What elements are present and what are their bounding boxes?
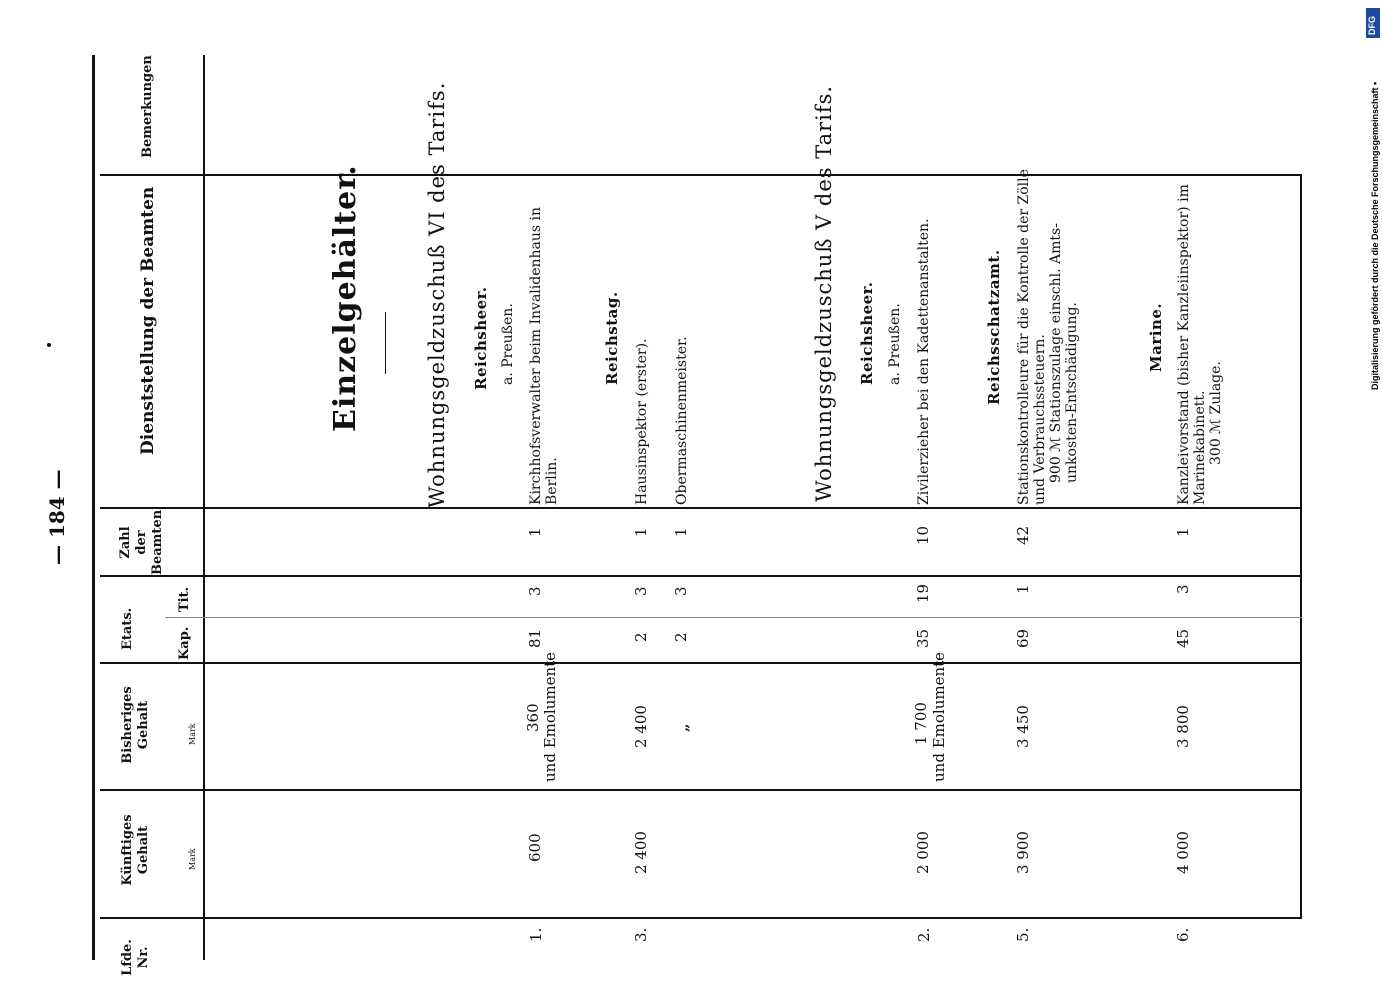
header-lfde: Lfde. Nr. <box>120 939 151 976</box>
row6-dienst: Kanzleivorstand (bisher Kanzleiinspektor) im Marinekabinett. 300 ℳ Zulage. <box>1176 184 1224 505</box>
row1-nr: 1. <box>527 927 545 942</box>
ministry-marine: Marine. <box>1147 302 1165 372</box>
row5-kuenftig: 3 900 <box>1014 831 1032 874</box>
row4-zahl: 10 <box>914 525 932 545</box>
row2-tit: 3 <box>632 586 650 596</box>
row6-tit: 3 <box>1174 584 1192 594</box>
row1-dienst: Kirchhofsverwalter beim Invalidenhaus in Berlin. <box>528 206 560 505</box>
row2-kuenftig: 2 400 <box>632 831 650 874</box>
section-v: Wohnungsgeldzuschuß V des Tarifs. <box>812 84 836 502</box>
row1-zahl: 1 <box>526 527 544 537</box>
row6-kuenftig: 4 000 <box>1174 831 1192 874</box>
row1-bisher-2: und Emolumente <box>541 651 559 782</box>
row2-dienst: Hausinspektor (erster). <box>634 338 650 505</box>
row6-nr: 6. <box>1174 927 1192 942</box>
row5-bisher: 3 450 <box>1014 705 1032 748</box>
row1-tit: 3 <box>526 586 544 596</box>
row6-kap: 45 <box>1174 628 1192 648</box>
page-number: — 184 — <box>45 469 69 565</box>
main-title: Einzelgehälter. <box>328 164 363 432</box>
rule-etats-split <box>165 617 1302 618</box>
rule-col-5 <box>100 507 1302 509</box>
row2-kap: 2 <box>632 632 650 642</box>
header-etats: Etats. <box>120 607 135 650</box>
row1-kap: 81 <box>526 628 544 648</box>
row4-nr: 2. <box>915 927 933 942</box>
header-bemerkungen: Bemerkungen <box>140 55 155 158</box>
header-bisheriges-unit: Mark <box>188 723 197 745</box>
ministry-reichstag: Reichstag. <box>603 291 621 385</box>
row1-bisher: 360 <box>524 703 542 732</box>
header-zahl: Zahl der Beamten <box>118 509 165 575</box>
row3-tit: 3 <box>672 586 690 596</box>
row6-zahl: 1 <box>1174 527 1192 537</box>
rule-col-3 <box>100 662 1302 664</box>
row3-zahl: 1 <box>672 527 690 537</box>
row4-bisher: 1 700 <box>912 702 930 745</box>
rule-col-4 <box>100 575 1302 577</box>
header-tit: Tit. <box>177 586 192 612</box>
row2-zahl: 1 <box>632 527 650 537</box>
row4-dienst: Zivilerzieher bei den Kadettenanstalten. <box>916 218 932 505</box>
header-kuenftiges-unit: Mark <box>188 848 197 870</box>
row2-nr: 3. <box>632 927 650 942</box>
row3-kap: 2 <box>672 632 690 642</box>
dfg-logo: DFG <box>1366 8 1380 38</box>
row4-tit: 19 <box>914 583 932 603</box>
rule-right-edge <box>1300 174 1302 919</box>
rule-col-6 <box>100 174 1302 176</box>
row5-zahl: 42 <box>1014 525 1032 545</box>
dot-mark <box>47 343 51 347</box>
row5-tit: 1 <box>1014 584 1032 594</box>
rule-col-1 <box>100 917 1302 919</box>
rule-left-edge <box>92 55 95 960</box>
ministry-reichsheer-2: Reichsheer. <box>858 281 876 385</box>
row6-bisher: 3 800 <box>1174 705 1192 748</box>
row3-dienst: Obermaschinenmeister. <box>674 336 690 505</box>
ministry-reichsschatzamt: Reichsschatzamt. <box>985 249 1003 405</box>
rule-col-2 <box>100 789 1302 791</box>
ministry-reichsheer-1: Reichsheer. <box>472 286 490 390</box>
row4-kuenftig: 2 000 <box>914 831 932 874</box>
header-kap: Kap. <box>177 626 192 660</box>
row5-dienst: Stationskontrolleure für die Kontrolle der Zölle und Verbrauchssteuern. 900 ℳ Stationszulage einschl. Amts- unkosten-Entschädigung. <box>1016 169 1080 505</box>
row3-bisher: „ <box>674 723 692 732</box>
ministry-preussen-1: a. Preußen. <box>500 303 516 385</box>
section-vi: Wohnungsgeldzuschuß VI des Tarifs. <box>425 81 449 508</box>
row4-bisher-2: und Emolumente <box>930 651 948 782</box>
row2-bisher: 2 400 <box>632 705 650 748</box>
dfg-side-note: Digitalisierung gefördert durch die Deutsche Forschungsgemeinschaft • <box>1370 81 1380 390</box>
header-dienststellung: Dienststellung der Beamten <box>138 186 158 455</box>
row5-kap: 69 <box>1014 628 1032 648</box>
ministry-preussen-2: a. Preußen. <box>887 303 903 385</box>
title-rule <box>385 312 386 374</box>
header-kuenftiges: Künftiges Gehalt <box>120 814 151 886</box>
row5-nr: 5. <box>1014 927 1032 942</box>
header-bisheriges: Bisheriges Gehalt <box>120 686 151 764</box>
row1-kuenftig: 600 <box>526 833 544 862</box>
row4-kap: 35 <box>914 628 932 648</box>
